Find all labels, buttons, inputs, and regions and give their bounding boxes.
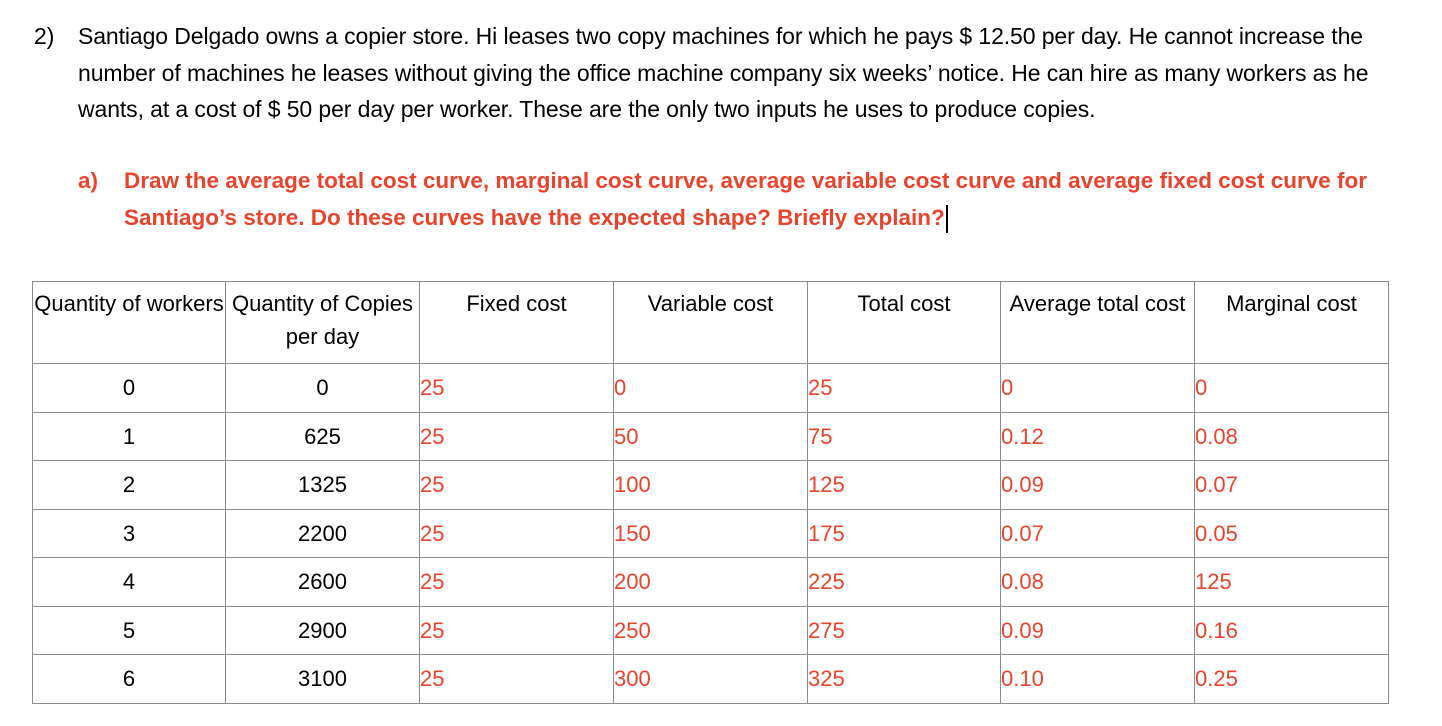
copies-cell: 625 [226, 412, 420, 461]
fixed-cost-cell: 25 [420, 461, 614, 510]
cost-table [32, 281, 1389, 704]
copies-cell: 3100 [226, 655, 420, 704]
total-cost-cell: 25 [808, 364, 1001, 413]
variable-cost-cell: 300 [614, 655, 808, 704]
fixed-cost-cell: 25 [420, 558, 614, 607]
average-total-cost-cell: 0.10 [1001, 655, 1195, 704]
average-total-cost-cell: 0.08 [1001, 558, 1195, 607]
header-quantity-of-copies: Quantity of Copies per day [226, 282, 420, 364]
fixed-cost-cell: 25 [420, 364, 614, 413]
workers-cell: 3 [33, 509, 226, 558]
marginal-cost-cell: 0.07 [1195, 461, 1389, 510]
average-total-cost-cell: 0.12 [1001, 412, 1195, 461]
header-total-cost: Total cost [808, 282, 1001, 364]
table-row [33, 655, 1389, 704]
total-cost-cell: 175 [808, 509, 1001, 558]
variable-cost-cell: 200 [614, 558, 808, 607]
copies-cell: 2200 [226, 509, 420, 558]
variable-cost-cell: 250 [614, 606, 808, 655]
total-cost-cell: 325 [808, 655, 1001, 704]
copies-cell: 2900 [226, 606, 420, 655]
marginal-cost-cell: 0.08 [1195, 412, 1389, 461]
copies-cell: 1325 [226, 461, 420, 510]
workers-cell: 0 [33, 364, 226, 413]
table-row [33, 412, 1389, 461]
table-row [33, 461, 1389, 510]
table-row [33, 509, 1389, 558]
fixed-cost-cell: 25 [420, 509, 614, 558]
workers-cell: 2 [33, 461, 226, 510]
part-text-wrap[interactable] [124, 163, 1384, 236]
table-row [33, 364, 1389, 413]
variable-cost-cell: 100 [614, 461, 808, 510]
table-row [33, 606, 1389, 655]
header-average-total-cost: Average total cost [1001, 282, 1195, 364]
workers-cell: 6 [33, 655, 226, 704]
total-cost-cell: 275 [808, 606, 1001, 655]
part-text: Draw the average total cost curve, marginal cost curve, average variable cost curve and average fixed cost curve for Santiago’s store. Do these curves have the expected shape? Briefly explain? [124, 168, 1368, 230]
fixed-cost-cell: 25 [420, 412, 614, 461]
average-total-cost-cell: 0 [1001, 364, 1195, 413]
header-variable-cost: Variable cost [614, 282, 808, 364]
variable-cost-cell: 0 [614, 364, 808, 413]
total-cost-cell: 225 [808, 558, 1001, 607]
question-number: 2) [34, 23, 55, 49]
marginal-cost-cell: 0.16 [1195, 606, 1389, 655]
table-row [33, 558, 1389, 607]
question-text: Santiago Delgado owns a copier store. Hi leases two copy machines for which he pays $ 12.50 per day. He cannot increase the number of machines he leases without giving the office machine company six weeks’ notice. He can hire as many workers as he wants, at a cost of $ 50 per day per worker. These are the only two inputs he uses to produce copies. [78, 23, 1369, 122]
table-header-row [33, 282, 1389, 364]
part-letter: a) [78, 168, 99, 193]
variable-cost-cell: 150 [614, 509, 808, 558]
header-quantity-of-workers: Quantity of workers [33, 282, 226, 364]
workers-cell: 5 [33, 606, 226, 655]
copies-cell: 0 [226, 364, 420, 413]
total-cost-cell: 125 [808, 461, 1001, 510]
marginal-cost-cell: 0.25 [1195, 655, 1389, 704]
marginal-cost-cell: 0.05 [1195, 509, 1389, 558]
average-total-cost-cell: 0.07 [1001, 509, 1195, 558]
average-total-cost-cell: 0.09 [1001, 606, 1195, 655]
marginal-cost-cell: 125 [1195, 558, 1389, 607]
marginal-cost-cell: 0 [1195, 364, 1389, 413]
variable-cost-cell: 50 [614, 412, 808, 461]
header-fixed-cost: Fixed cost [420, 282, 614, 364]
copies-cell: 2600 [226, 558, 420, 607]
fixed-cost-cell: 25 [420, 655, 614, 704]
total-cost-cell: 75 [808, 412, 1001, 461]
header-marginal-cost: Marginal cost [1195, 282, 1389, 364]
text-cursor [946, 205, 948, 233]
workers-cell: 1 [33, 412, 226, 461]
fixed-cost-cell: 25 [420, 606, 614, 655]
workers-cell: 4 [33, 558, 226, 607]
average-total-cost-cell: 0.09 [1001, 461, 1195, 510]
